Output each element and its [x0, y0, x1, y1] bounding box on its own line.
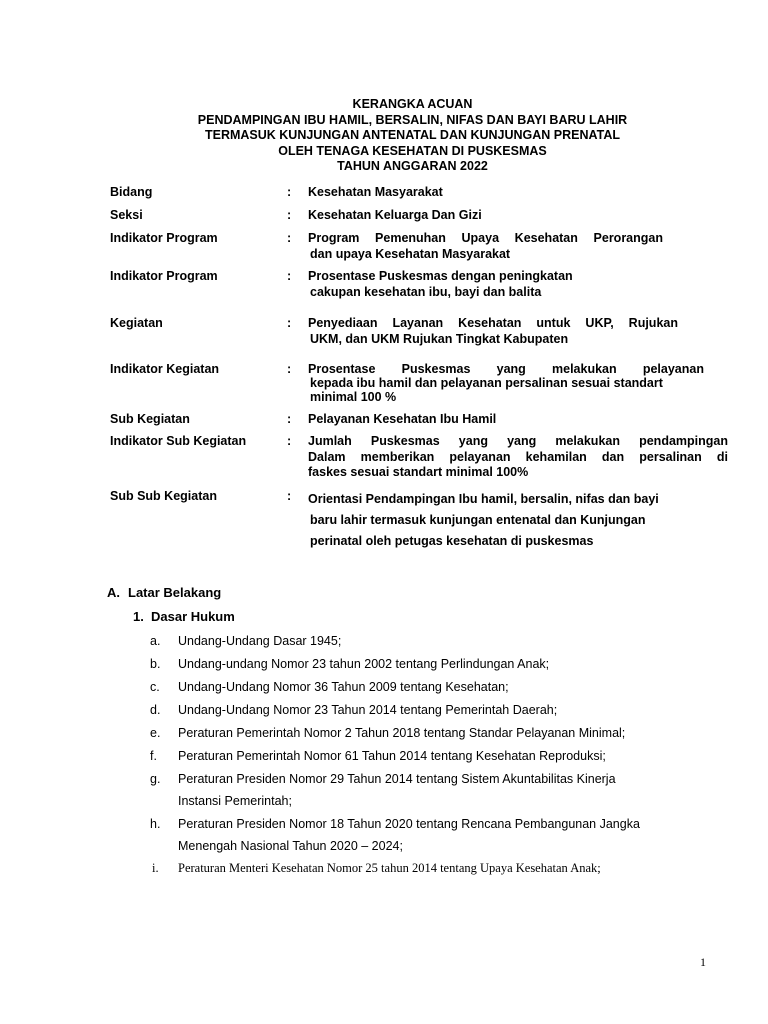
info-value-line: Kesehatan Masyarakat: [308, 185, 443, 199]
list-text: [178, 745, 728, 767]
info-value-line: kepada ibu hamil dan pelayanan persalinan sesuai standart: [310, 376, 663, 390]
list-text-line: Undang-Undang Nomor 36 Tahun 2009 tentang Kesehatan;: [178, 680, 509, 694]
list-text: [178, 699, 728, 721]
list-text-line: Peraturan Pemerintah Nomor 61 Tahun 2014 tentang Kesehatan Reproduksi;: [178, 749, 606, 763]
list-marker: g.: [150, 772, 161, 786]
list-text: [178, 857, 728, 879]
info-colon: :: [287, 316, 292, 330]
list-text-line: Peraturan Presiden Nomor 18 Tahun 2020 tentang Rencana Pembangunan Jangka: [178, 817, 640, 831]
info-value-line: Program Pemenuhan Upaya Kesehatan Perorangan: [308, 231, 663, 245]
info-value: [308, 362, 704, 404]
list-marker: e.: [150, 726, 161, 740]
info-value: [308, 185, 728, 201]
info-colon: :: [287, 362, 292, 376]
info-value-line: baru lahir termasuk kunjungan entenatal dan Kunjungan: [310, 513, 646, 527]
info-value-line: UKM, dan UKM Rujukan Tingkat Kabupaten: [310, 331, 569, 346]
title-line: TAHUN ANGGARAN 2022: [337, 159, 488, 173]
title-line: KERANGKA ACUAN: [352, 97, 473, 111]
title-line: PENDAMPINGAN IBU HAMIL, BERSALIN, NIFAS DAN BAYI BARU LAHIR: [197, 112, 628, 127]
info-value: [308, 208, 728, 224]
list-text-line: Undang-undang Nomor 23 tahun 2002 tentang Perlindungan Anak;: [178, 657, 550, 671]
list-text: [178, 722, 728, 744]
section-title: Latar Belakang: [128, 585, 222, 600]
info-label: Seksi: [110, 208, 143, 222]
list-text-line: Peraturan Menteri Kesehatan Nomor 25 tahun 2014 tentang Upaya Kesehatan Anak;: [178, 861, 601, 875]
page-number: 1: [700, 955, 706, 969]
info-value-line: cakupan kesehatan ibu, bayi dan balita: [310, 284, 542, 299]
info-value: [308, 489, 728, 552]
info-colon: :: [287, 208, 292, 222]
list-marker: i.: [152, 861, 159, 875]
info-value: [308, 316, 678, 347]
section-letter: A.: [107, 585, 120, 600]
list-marker: f.: [150, 749, 157, 763]
list-marker: d.: [150, 703, 161, 717]
list-marker: h.: [150, 817, 161, 831]
info-value-line: minimal 100 %: [310, 390, 397, 404]
info-value-line: Kesehatan Keluarga Dan Gizi: [308, 208, 482, 222]
subsection-title: Dasar Hukum: [151, 609, 235, 624]
info-value: [308, 269, 728, 300]
info-value-line: perinatal oleh petugas kesehatan di puskesmas: [310, 534, 594, 548]
info-colon: :: [287, 412, 292, 426]
info-label: Bidang: [110, 185, 153, 199]
list-text-line: Peraturan Pemerintah Nomor 2 Tahun 2018 tentang Standar Pelayanan Minimal;: [178, 726, 626, 740]
info-value-line: Prosentase Puskesmas yang melakukan pelayanan: [308, 362, 704, 376]
title-line: OLEH TENAGA KESEHATAN DI PUSKESMAS: [278, 143, 547, 158]
info-label: Indikator Program: [110, 231, 218, 245]
list-text-line: Undang-Undang Nomor 23 Tahun 2014 tentang Pemerintah Daerah;: [178, 703, 558, 717]
list-text-line: Menengah Nasional Tahun 2020 – 2024;: [178, 839, 403, 853]
list-text: [178, 768, 728, 812]
info-label: Indikator Sub Kegiatan: [110, 434, 247, 448]
list-text-line: Instansi Pemerintah;: [178, 794, 292, 808]
info-colon: :: [287, 231, 292, 245]
info-value-line: Prosentase Puskesmas dengan peningkatan: [308, 269, 573, 283]
list-text: [178, 676, 728, 698]
info-label: Indikator Kegiatan: [110, 362, 220, 376]
info-value-line: Jumlah Puskesmas yang yang melakukan pendampingan: [308, 434, 728, 448]
info-value-line: Penyediaan Layanan Kesehatan untuk UKP, Rujukan: [308, 316, 678, 330]
title-line: TERMASUK KUNJUNGAN ANTENATAL DAN KUNJUNGAN PRENATAL: [204, 128, 621, 142]
list-marker: c.: [150, 680, 160, 694]
info-colon: :: [287, 489, 292, 503]
info-colon: :: [287, 269, 292, 283]
info-label: Kegiatan: [110, 316, 163, 330]
subsection-number: 1.: [133, 609, 144, 624]
document-title: [110, 97, 715, 175]
info-value-line: Pelayanan Kesehatan Ibu Hamil: [308, 412, 497, 426]
list-text: [178, 813, 728, 857]
info-label: Sub Kegiatan: [110, 412, 190, 426]
info-colon: :: [287, 434, 292, 448]
info-value: [308, 231, 663, 262]
info-value: [308, 434, 728, 481]
list-marker: b.: [150, 657, 161, 671]
info-value: [308, 412, 728, 428]
info-label: Sub Sub Kegiatan: [110, 489, 217, 503]
list-text: [178, 653, 728, 675]
list-text: [178, 630, 728, 652]
info-label: Indikator Program: [110, 269, 218, 283]
info-value-line: faskes sesuai standart minimal 100%: [308, 465, 529, 479]
info-value-line: dan upaya Kesehatan Masyarakat: [310, 246, 511, 261]
info-value-line: Orientasi Pendampingan Ibu hamil, bersalin, nifas dan bayi: [308, 492, 659, 506]
list-text-line: Undang-Undang Dasar 1945;: [178, 634, 342, 648]
list-marker: a.: [150, 634, 161, 648]
list-text-line: Peraturan Presiden Nomor 29 Tahun 2014 tentang Sistem Akuntabilitas Kinerja: [178, 772, 616, 786]
info-value-line: Dalam memberikan pelayanan kehamilan dan persalinan di: [308, 449, 728, 464]
info-colon: :: [287, 185, 292, 199]
